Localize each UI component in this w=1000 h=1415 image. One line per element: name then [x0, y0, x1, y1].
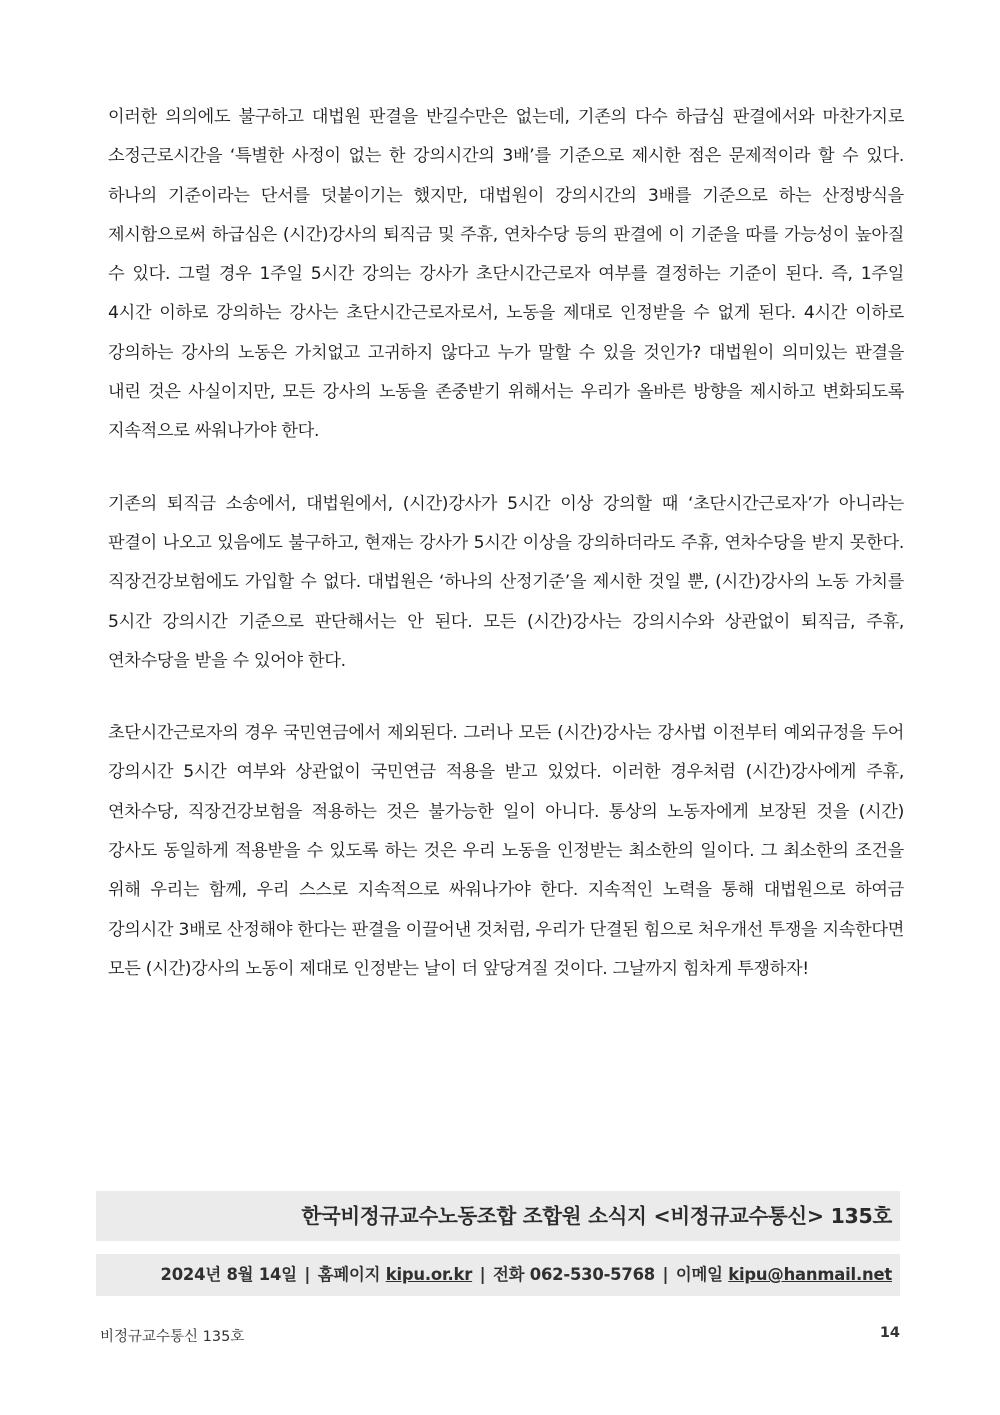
separator: |	[662, 1265, 669, 1284]
newsletter-title-banner	[96, 1191, 900, 1241]
email-link[interactable]: kipu@hanmail.net	[728, 1265, 892, 1284]
homepage-link[interactable]: kipu.or.kr	[385, 1265, 473, 1284]
issue-date: 2024년 8월 14일	[160, 1265, 297, 1284]
article-body	[108, 98, 904, 1022]
paragraph-2: 기존의 퇴직금 소송에서, 대법원에서, (시간)강사가 5시간 이상 강의할 때 ‘초단시간근로자’가 아니라는 판결이 나오고 있음에도 불구하고, 현재는 강사가 5시간 이상을 강의하더라도 주휴, 연차수당을 받지 못한다. 직장건강보험에도 가입할 수 없다. 대법원은 ‘하나의 산정기준’을 제시한 것일 뿐, (시간)강사의 노동 가치를 5시간 강의시간 기준으로 판단해서는 안 된다. 모든 (시간)강사는 강의시수와 상관없이 퇴직금, 주휴, 연차수당을 받을 수 있어야 한다.	[108, 493, 904, 671]
page-number: 14	[879, 1325, 900, 1341]
paragraph-1: 이러한 의의에도 불구하고 대법원 판결을 반길수만은 없는데, 기존의 다수 하급심 판결에서와 마찬가지로 소정근로시간을 ‘특별한 사정이 없는 한 강의시간의 3배’를 기준으로 제시한 점은 문제적이라 할 수 있다. 하나의 기준이라는 단서를 덧붙이기는 했지만, 대법원이 강의시간의 3배를 기준으로 하는 산정방식을 제시함으로써 하급심은 (시간)강사의 퇴직금 및 주휴, 연차수당 등의 판결에 이 기준을 따를 가능성이 높아질 수 있다. 그럴 경우 1주일 5시간 강의는 강사가 초단시간근로자 여부를 결정하는 기준이 된다. 즉, 1주일 4시간 이하로 강의하는 강사는 초단시간근로자로서, 노동을 제대로 인정받을 수 없게 된다. 4시간 이하로 강의하는 강사의 노동은 가치없고 고귀하지 않다고 누가 말할 수 있을 것인가? 대법원이 의미있는 판결을 내린 것은 사실이지만, 모든 강사의 노동을 존중받기 위해서는 우리가 올바른 방향을 제시하고 변화되도록 지속적으로 싸워나가야 한다.	[108, 107, 904, 442]
contact-info-bar	[96, 1254, 900, 1296]
phone-number: 062-530-5768	[529, 1265, 656, 1284]
page-footer	[100, 1325, 900, 1349]
newsletter-title: 한국비정규교수노동조합 조합원 소식지 <비정규교수통신> 135호	[301, 1204, 892, 1228]
separator: |	[479, 1265, 486, 1284]
phone-label: 전화	[492, 1265, 525, 1284]
homepage-label: 홈페이지	[317, 1265, 381, 1284]
separator: |	[304, 1265, 311, 1284]
paragraph-3: 초단시간근로자의 경우 국민연금에서 제외된다. 그러나 모든 (시간)강사는 강사법 이전부터 예외규정을 두어 강의시간 5시간 여부와 상관없이 국민연금 적용을 받고 있었다. 이러한 경우처럼 (시간)강사에게 주휴, 연차수당, 직장건강보험을 적용하는 것은 불가능한 일이 아니다. 통상의 노동자에게 보장된 것을 (시간)강사도 동일하게 적용받을 수 있도록 하는 것은 우리 노동을 인정받는 최소한의 일이다. 그 최소한의 조건을 위해 우리는 함께, 우리 스스로 지속적으로 싸워나가야 한다. 지속적인 노력을 통해 대법원으로 하여금 강의시간 3배로 산정해야 한다는 판결을 이끌어낸 것처럼, 우리가 단결된 힘으로 처우개선 투쟁을 지속한다면 모든 (시간)강사의 노동이 제대로 인정받는 날이 더 앞당겨질 것이다. 그날까지 힘차게 투쟁하자!	[108, 723, 904, 979]
publication-name: 비정규교수통신 135호	[100, 1329, 245, 1345]
email-label: 이메일	[675, 1265, 723, 1284]
